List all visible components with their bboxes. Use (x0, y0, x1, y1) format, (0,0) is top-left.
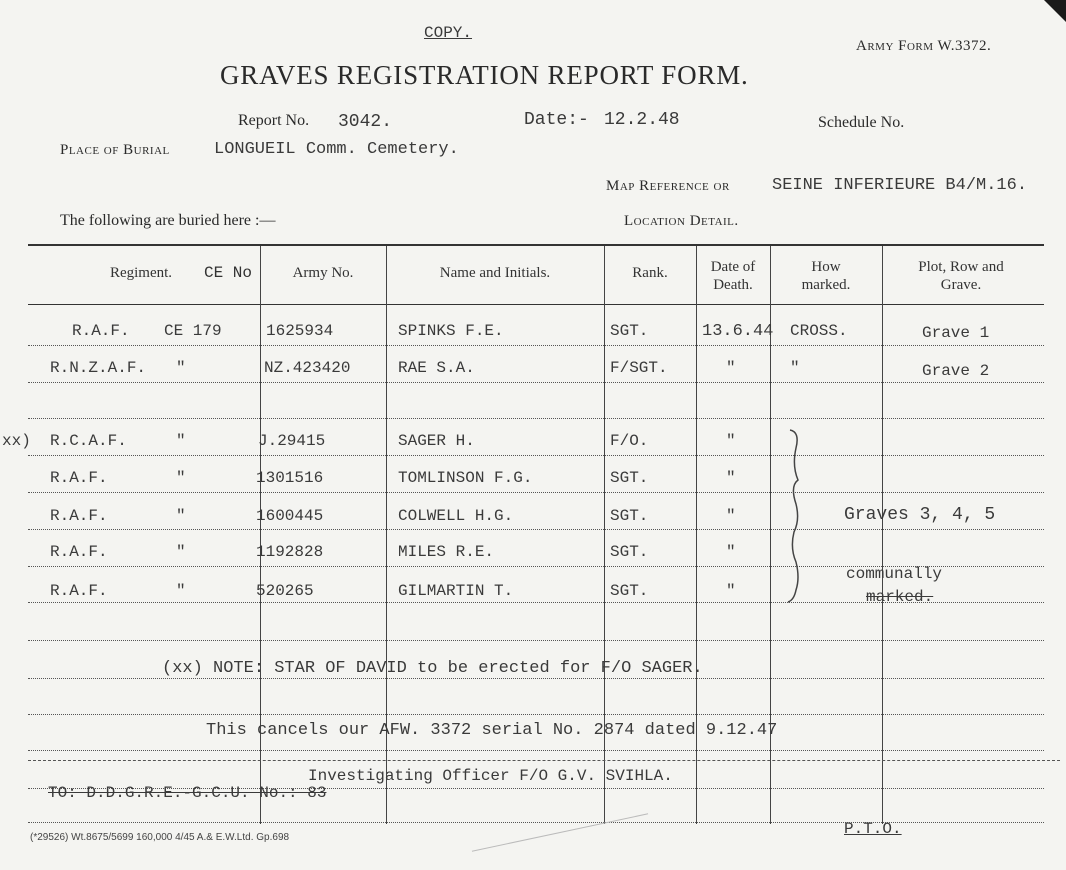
row3-name: SAGER H. (398, 432, 475, 450)
row1-dod: 13.6.44 (702, 322, 774, 341)
row7-ce: " (176, 582, 186, 600)
header-date-of-death: Date of Death. (710, 259, 756, 293)
army-form-label: Army Form W.3372. (856, 38, 992, 54)
header-ce-no: CE No (203, 264, 252, 282)
report-no-label: Report No. (238, 112, 310, 129)
row2-ce: " (176, 359, 186, 377)
row6-army-no: 1192828 (256, 543, 324, 561)
row3-regiment: R.C.A.F. (50, 432, 127, 450)
row4-army-no: 1301516 (256, 469, 324, 487)
header-bottom-rule (28, 304, 1044, 305)
map-reference-label: Map Reference or (606, 178, 730, 194)
print-footer: (*29526) Wt.8675/5699 160,000 4/45 A.& E.W.Ltd. Gp.698 (30, 832, 290, 843)
row3-dod: " (726, 432, 736, 450)
row5-rank: SGT. (610, 507, 649, 525)
row-rule (28, 455, 1044, 456)
row2-regiment: R.N.Z.A.F. (50, 359, 147, 377)
row1-rank: SGT. (610, 322, 649, 340)
row7-name: GILMARTIN T. (398, 582, 514, 600)
copy-stamp: COPY. (424, 24, 473, 42)
row2-how: " (790, 359, 800, 377)
to-address: TO: D.D.G.R.E.-G.C.U. No.: 83 (48, 784, 327, 802)
row5-army-no: 1600445 (256, 507, 324, 525)
row2-dod: " (726, 359, 736, 377)
row5-ce: " (176, 507, 186, 525)
form-title: GRAVES REGISTRATION REPORT FORM. (220, 60, 749, 90)
row1-regiment: R.A.F. (72, 322, 130, 340)
group-marked-line1: communally (846, 565, 943, 583)
header-how-marked: How marked. (801, 259, 851, 293)
row4-ce: " (176, 469, 186, 487)
row7-dod: " (726, 582, 736, 600)
investigating-officer: Investigating Officer F/O G.V. SVIHLA. (308, 767, 673, 785)
row-rule (28, 345, 1044, 346)
row7-regiment: R.A.F. (50, 582, 108, 600)
date-label: Date:- (524, 110, 589, 130)
row3-mark: xx) (2, 432, 31, 450)
row4-rank: SGT. (610, 469, 649, 487)
header-name: Name and Initials. (439, 265, 551, 281)
report-no-value: 3042. (338, 112, 393, 132)
row2-army-no: NZ.423420 (264, 359, 351, 377)
row6-dod: " (726, 543, 736, 561)
group-marked-line2: marked. (866, 588, 934, 606)
row7-army-no: 520265 (256, 582, 314, 600)
header-regiment: Regiment. (109, 265, 173, 281)
row2-plot: Grave 2 (922, 362, 990, 380)
row6-name: MILES R.E. (398, 543, 495, 561)
row-rule (28, 678, 1044, 679)
row6-regiment: R.A.F. (50, 543, 108, 561)
header-army-no: Army No. (292, 265, 354, 281)
note-star-of-david: (xx) NOTE: STAR OF DAVID to be erected for F/O SAGER. (162, 659, 703, 678)
row6-ce: " (176, 543, 186, 561)
row1-army-no: 1625934 (266, 322, 334, 340)
row-rule (28, 382, 1044, 383)
grouping-brace (786, 428, 810, 604)
group-plot: Graves 3, 4, 5 (844, 505, 996, 525)
pen-stroke (472, 813, 648, 851)
row4-regiment: R.A.F. (50, 469, 108, 487)
date-value: 12.2.48 (604, 110, 680, 130)
place-of-burial-label: Place of Burial (60, 142, 170, 158)
row2-name: RAE S.A. (398, 359, 475, 377)
row-rule (28, 640, 1044, 641)
row1-ce: CE 179 (164, 322, 222, 340)
row-rule (28, 529, 1044, 530)
row1-plot: Grave 1 (922, 324, 990, 342)
row4-name: TOMLINSON F.G. (398, 469, 533, 487)
row6-rank: SGT. (610, 543, 649, 561)
column-divider (882, 246, 883, 824)
row3-rank: F/O. (610, 432, 649, 450)
buried-here-label: The following are buried here :— (60, 212, 276, 229)
place-of-burial-value: LONGUEIL Comm. Cemetery. (214, 140, 459, 159)
row-rule (28, 492, 1044, 493)
header-plot: Plot, Row and Grave. (918, 259, 1004, 293)
row5-name: COLWELL H.G. (398, 507, 514, 525)
map-reference-value: SEINE INFERIEURE B4/M.16. (772, 176, 1028, 195)
row2-rank: F/SGT. (610, 359, 668, 377)
row-rule (28, 714, 1044, 715)
row3-ce: " (176, 432, 186, 450)
row5-regiment: R.A.F. (50, 507, 108, 525)
page-corner (1044, 0, 1066, 22)
row-rule (28, 418, 1044, 419)
location-detail-label: Location Detail. (624, 213, 739, 229)
cancels-note: This cancels our AFW. 3372 serial No. 2874 dated 9.12.47 (206, 721, 778, 740)
row4-dod: " (726, 469, 736, 487)
schedule-label: Schedule No. (818, 114, 905, 131)
header-rank: Rank. (632, 265, 668, 281)
row-rule (28, 750, 1044, 751)
row3-army-no: J.29415 (258, 432, 326, 450)
row1-how: CROSS. (790, 322, 848, 340)
row-rule (28, 760, 1060, 761)
pto-label: P.T.O. (844, 820, 902, 838)
table-top-rule (28, 244, 1044, 246)
row1-name: SPINKS F.E. (398, 322, 504, 340)
row5-dod: " (726, 507, 736, 525)
row7-rank: SGT. (610, 582, 649, 600)
